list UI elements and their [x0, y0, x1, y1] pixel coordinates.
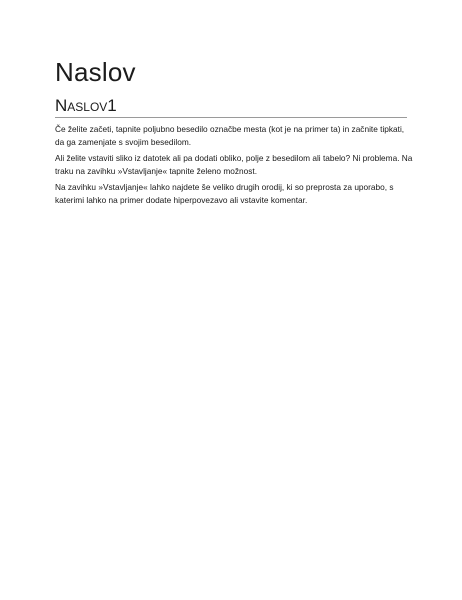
- body-paragraph-2[interactable]: Ali želite vstaviti sliko iz datotek ali pa dodati obliko, polje z besedilom ali tabelo? Ni problema. Na traku na zavihku »Vstavljanje« tapnite želeno možnost.: [55, 153, 413, 176]
- document-title[interactable]: Naslov: [55, 57, 136, 87]
- body-paragraph-3[interactable]: Na zavihku »Vstavljanje« lahko najdete še veliko drugih orodij, ki so preprosta za uporabo, s katerimi lahko na primer dodate hiperpovezavo ali vstavite komentar.: [55, 182, 394, 205]
- heading-1[interactable]: Naslov1: [55, 96, 117, 115]
- heading-underline-rule: [55, 117, 407, 118]
- body-paragraph-1[interactable]: Če želite začeti, tapnite poljubno besedilo označbe mesta (kot je na primer ta) in začnite tipkati, da ga zamenjate s svojim besedilom.: [55, 124, 405, 147]
